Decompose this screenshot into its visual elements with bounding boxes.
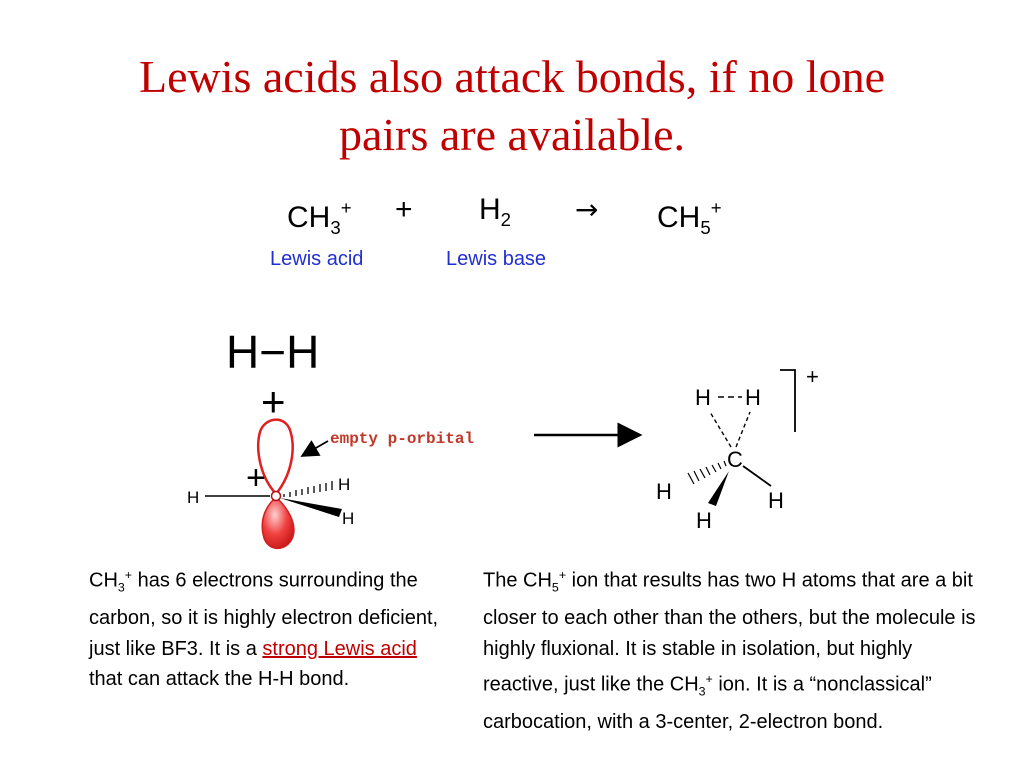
ch5-carbon: C — [727, 447, 743, 472]
empty-p-orbital-label: empty p-orbital — [330, 430, 475, 448]
paragraph-ch3: $CH_3^+$ has 6 electrons surrounding the carbon, so it is highly electron deficient, just like BF3. It is a strong Lewis acid that can attack the H-H bond. — [89, 568, 439, 691]
ch5-charge: + — [806, 364, 819, 389]
plus-sign: + — [261, 378, 286, 425]
atom-h-left: H — [187, 488, 200, 507]
title-line-2: pairs are available. — [338, 109, 686, 160]
orbital-pointer — [302, 441, 328, 456]
ch5-h-top-right: H — [745, 385, 761, 410]
carbon-charge: + — [246, 459, 266, 497]
equation-plus: + — [395, 193, 413, 226]
carbon-atom-left — [272, 492, 281, 501]
equation-reactant-h2: $H_2$ — [479, 193, 512, 230]
lewis-acid-label: Lewis acid — [270, 248, 364, 270]
p-orbital-lower-lobe — [262, 497, 294, 548]
h-h-molecule: H−H — [226, 326, 320, 378]
ch5-h-bottom: H — [696, 508, 712, 533]
equation-arrow: → — [575, 193, 599, 226]
paragraph-ch5: The $CH_5^+$ ion that results has two H atoms that are a bit closer to each other than the others, but the molecule is highly fluxional. It is stable in isolation, but highly reactive, just like the $CH_3^+$ ion. It is a “nonclassical” carbocation, with a 3-center, 2-electron bond. — [483, 568, 976, 734]
lewis-base-label: Lewis base — [446, 248, 547, 270]
ch5-bracket — [780, 370, 795, 432]
atom-h-bottom: H — [342, 509, 355, 528]
ch5-h-top-left: H — [695, 385, 711, 410]
strong-lewis-acid-link[interactable]: strong Lewis acid — [262, 637, 417, 660]
ch5-h-left: H — [656, 479, 672, 504]
atom-h-top: H — [338, 475, 351, 494]
bond-hashed — [284, 481, 332, 497]
equation-reactant-ch3: $CH_3^+$ — [287, 197, 352, 238]
ch5-h-right: H — [768, 488, 784, 513]
equation-product-ch5: $CH_5^+$ — [657, 197, 722, 238]
title-line-1: Lewis acids also attack bonds, if no lone — [138, 51, 886, 102]
